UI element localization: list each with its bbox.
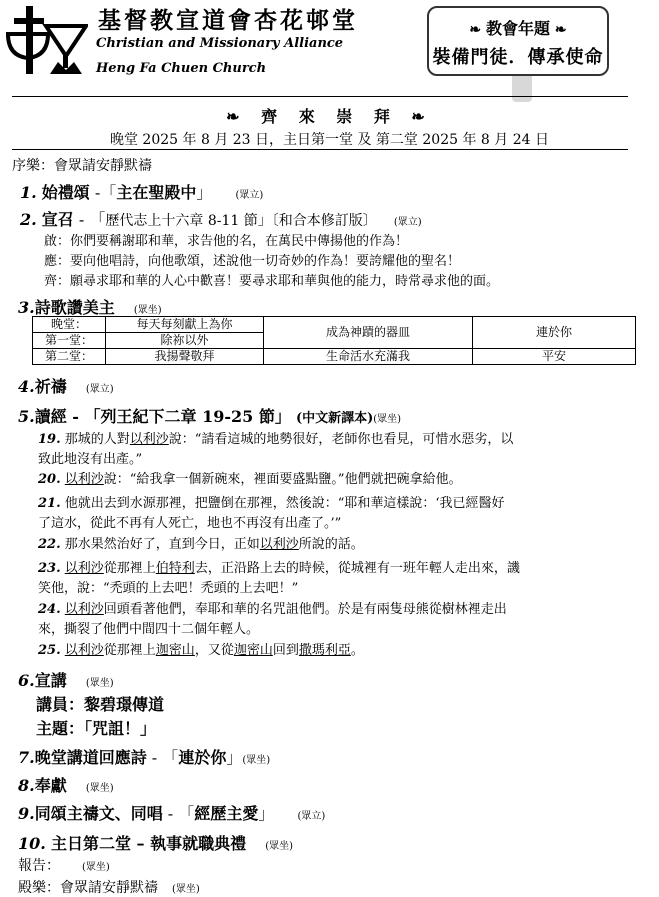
church-name-en-2: Heng Fa Chuen Church — [96, 61, 267, 76]
call-to-worship-line: 啟：你們要稱謝耶和華，求告他的名，在萬民中傳揚他的作為！ — [44, 234, 409, 249]
postlude: 殿樂：會眾請安靜默禱 (眾坐) — [18, 880, 200, 896]
table-row: 第一堂： 除祢以外 — [33, 333, 636, 349]
annual-theme-banner — [427, 6, 609, 76]
verse-19: 19. 那城的人對以利沙說：“請看這城的地勢很好，老師你也看見，可惜水惡劣，以 致此地沒有出產。” — [38, 432, 514, 467]
verse-25: 25. 以利沙從那裡上迦密山，又從迦密山回到撒瑪利亞。 — [38, 643, 364, 658]
verse-20: 20. 以利沙說：“給我拿一個新碗來，裡面要盛點鹽。”他們就把碗拿給他。 — [38, 472, 462, 487]
header-divider — [12, 96, 628, 97]
song-title: 主在聖殿中 — [116, 183, 197, 202]
speaker: 講員：黎碧璟傳道 — [36, 695, 165, 714]
order-item-10: 10. 主日第二堂 – 執事就職典禮 (眾坐) — [18, 834, 293, 853]
song-title: 連於你 — [178, 748, 227, 767]
verse-21: 21. 他就出去到水源那裡，把鹽倒在那裡，然後說：“耶和華這樣說：‘我已經醫好 了這水，從此不再有人死亡，地也不再沒有出產了。’” — [38, 496, 505, 531]
swirl-icon: ❧ — [226, 107, 262, 126]
order-item-8: 8.奉獻 (眾坐) — [18, 776, 114, 795]
church-name-cn: 基督教宣道會杏花邨堂 — [98, 7, 358, 34]
worship-songs-table — [32, 316, 636, 365]
banner-title: 教會年題 — [485, 19, 550, 38]
order-item-6: 6.宣講 (眾坐) — [18, 671, 114, 690]
order-item-2: 2. 宣召 - 「歷代志上十六章 8-11 節」〔和合本修訂版〕 (眾立) — [20, 210, 422, 229]
prelude: 序樂：會眾請安靜默禱 — [12, 158, 152, 174]
service-date: 晚堂 2025 年 8 月 23 日，主日第一堂 及 第二堂 2025 年 8 月 24 日 — [109, 132, 549, 148]
church-name-en: Christian and Missionary Alliance — [96, 36, 344, 51]
order-item-1: 1. 始禮頌 -「主在聖殿中」 (眾立) — [20, 183, 264, 202]
swirl-icon: ❧ — [469, 22, 486, 38]
verse-24: 24. 以利沙回頭看著他們，奉耶和華的名咒詛他們。於是有兩隻母熊從樹林裡走出 來，撕裂了他們中間四十二個年輕人。 — [38, 602, 507, 637]
table-row: 第二堂： 我揚聲敬拜 生命活水充滿我 平安 — [33, 349, 636, 365]
order-item-3: 3.詩歌讚美主 (眾坐) — [18, 298, 162, 317]
call-to-worship-line: 齊：願尋求耶和華的人心中歡喜！要尋求耶和華與他的能力，時常尋求他的面。 — [44, 274, 500, 289]
verse-23: 23. 以利沙從那裡上伯特利去，正沿路上去的時候，從城裡有一班年輕人走出來，譏 笑他，說：“禿頭的上去吧！禿頭的上去吧！” — [38, 561, 520, 596]
announcements: 報告： (眾坐) — [18, 858, 110, 874]
sermon-topic: 主題：「咒詛！」 — [36, 719, 157, 738]
banner-motto: 裝備門徒．傳承使命 — [432, 47, 604, 68]
order-item-4: 4.祈禱 (眾立) — [18, 377, 114, 396]
scripture-ref: 列王紀下二章 19-25 節 — [100, 407, 275, 426]
order-item-7: 7.晚堂講道回應詩 - 「連於你」(眾坐) — [18, 748, 271, 767]
church-logo — [6, 4, 88, 76]
order-item-5: 5.讀經 - 「列王紀下二章 19-25 節」 (中文新譯本)(眾坐) — [18, 407, 402, 426]
song-title: 經歷主愛 — [194, 804, 259, 823]
call-to-worship-line: 應：要向他唱詩，向他歌頌，述說他一切奇妙的作為！要誇耀他的聖名！ — [44, 254, 461, 269]
order-item-9: 9.同頌主禱文、同唱 - 「經歷主愛」 (眾立) — [18, 804, 326, 823]
scripture-ref: 歷代志上十六章 8-11 節 — [105, 213, 258, 229]
swirl-icon: ❧ — [550, 22, 567, 38]
date-divider — [12, 149, 628, 150]
swirl-icon: ❧ — [397, 107, 433, 126]
verse-22: 22. 那水果然治好了，直到今日，正如以利沙所說的話。 — [38, 537, 364, 552]
table-row: 晚堂： 每天每刻獻上為你 成為神蹟的器皿 連於你 — [33, 317, 636, 333]
service-title: ❧ 齊 來 崇 拜 ❧ — [226, 107, 433, 126]
